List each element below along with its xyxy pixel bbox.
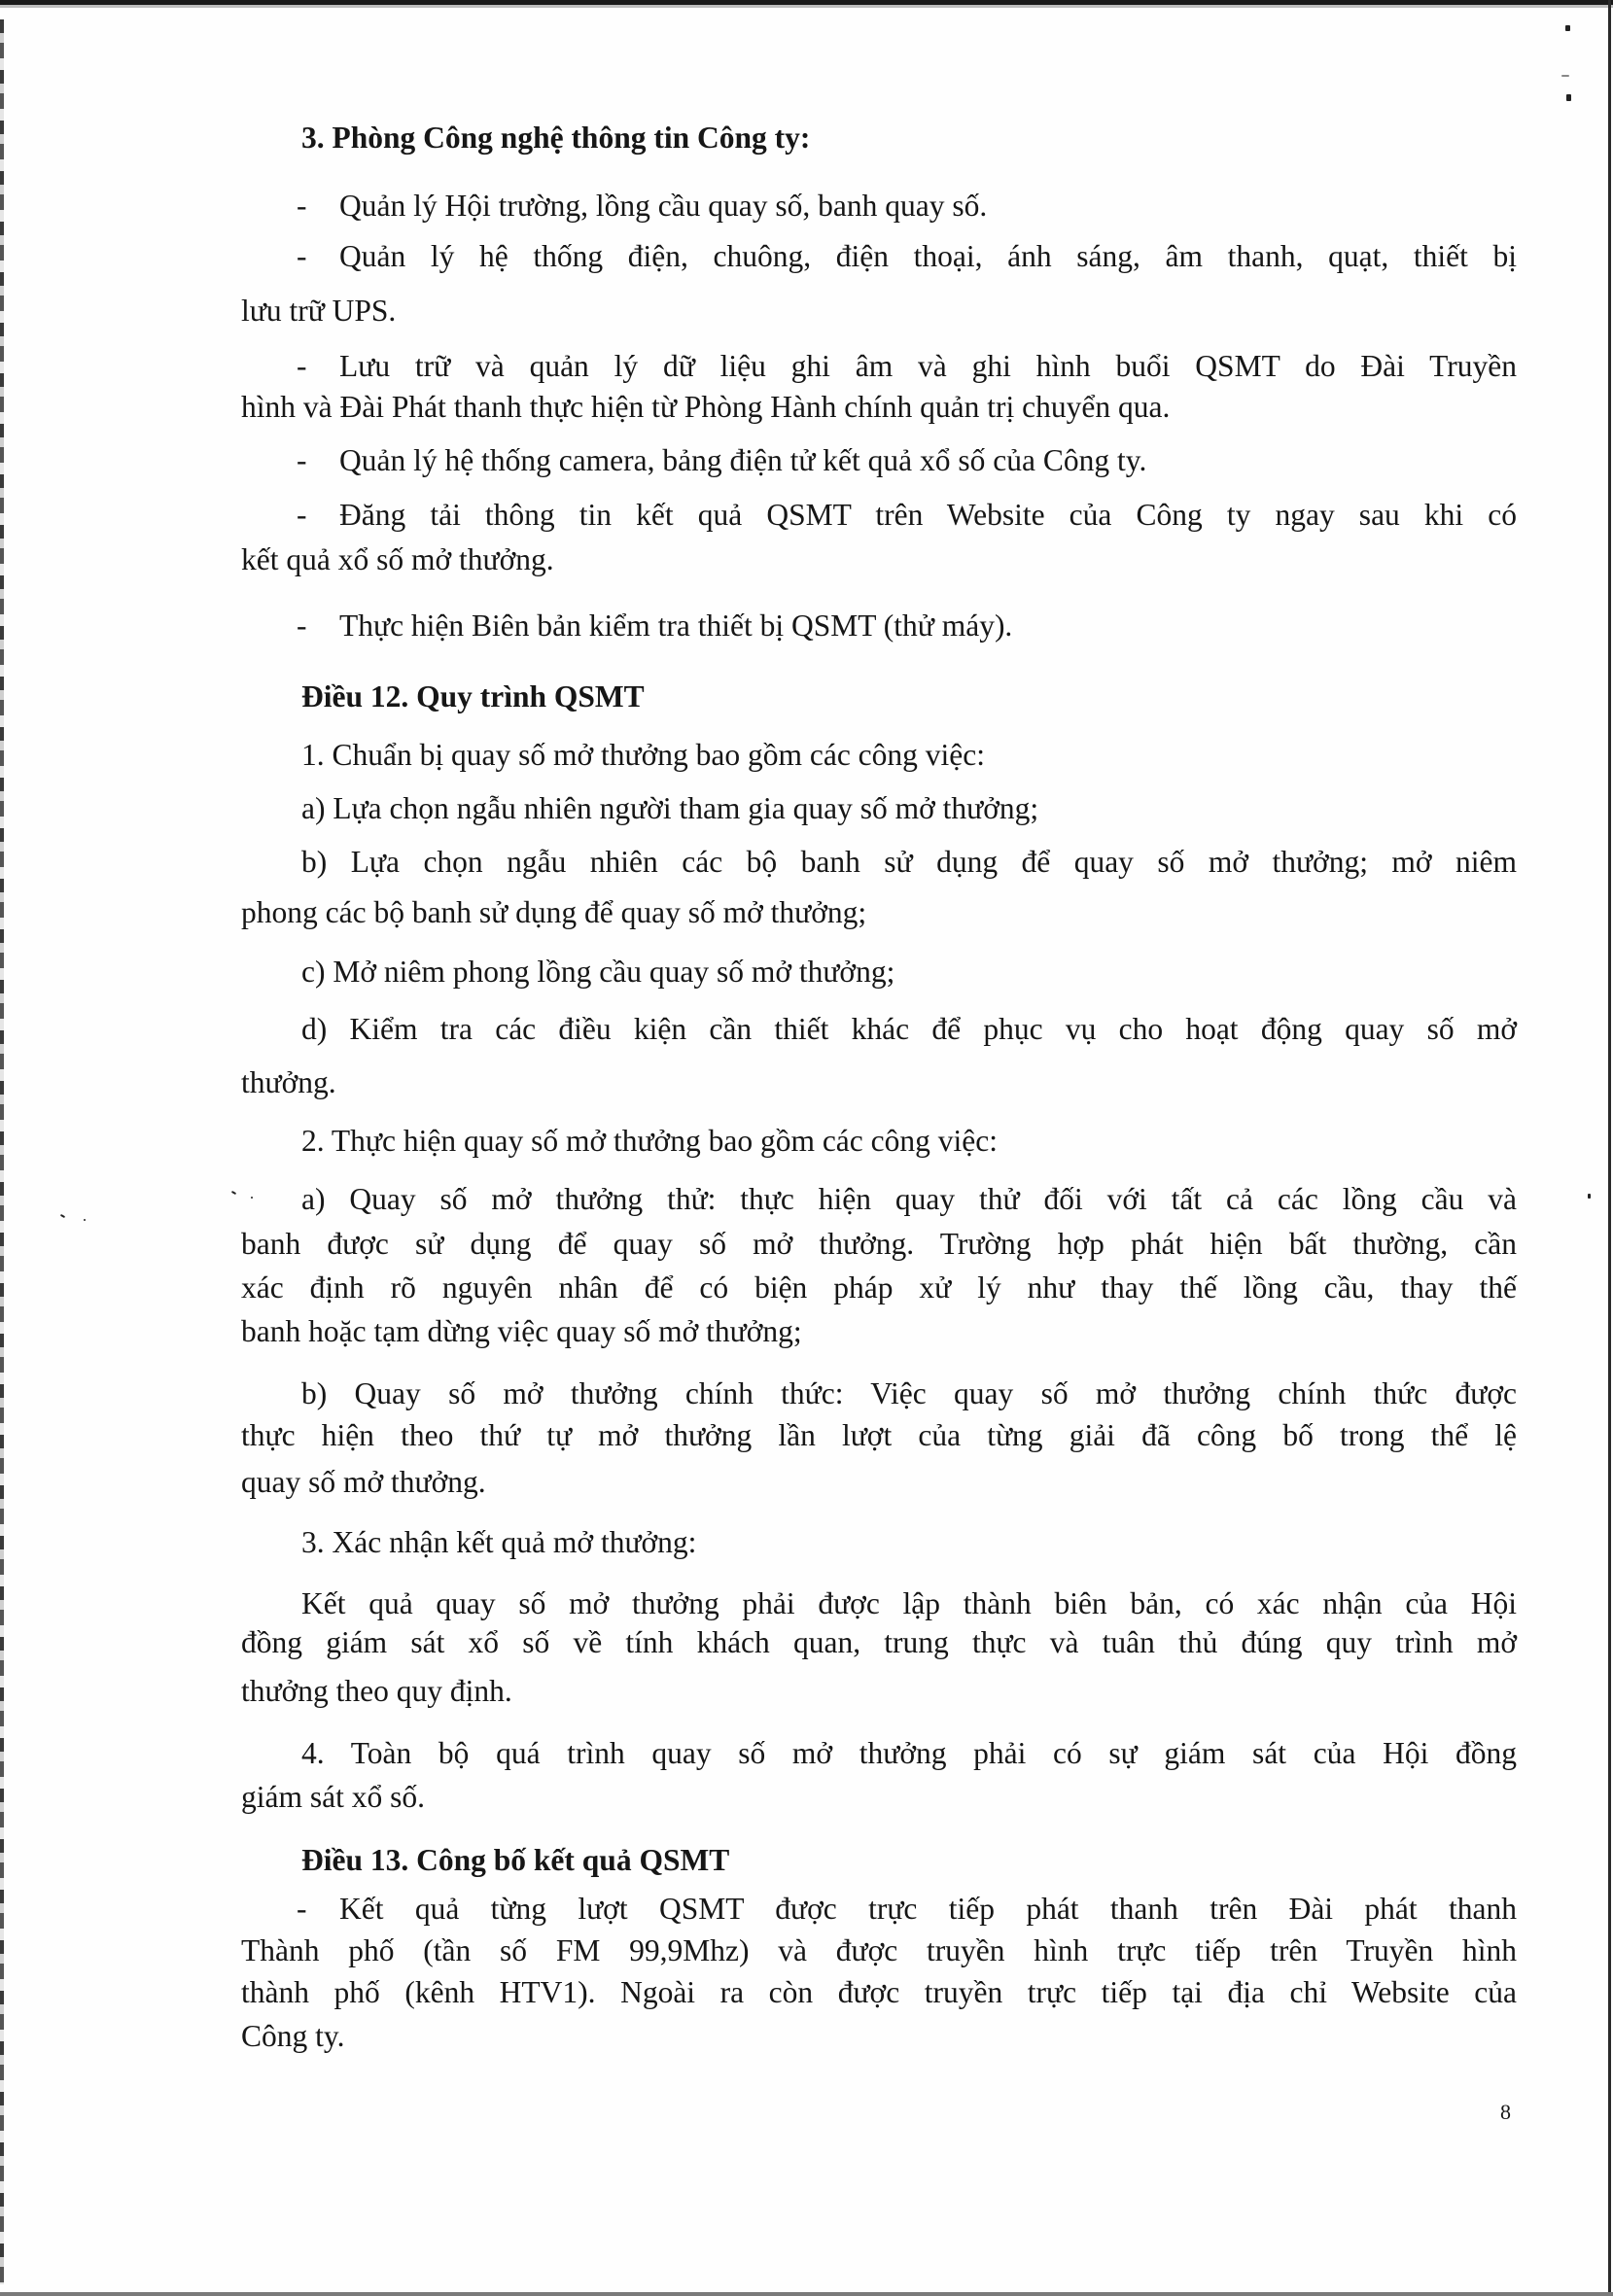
- scan-speck: [1588, 1194, 1591, 1199]
- bullet-text: Thực hiện Biên bản kiểm tra thiết bị QSMT (thử máy).: [339, 609, 1013, 643]
- bullet-item: [297, 607, 1517, 645]
- bullet-dash: -: [297, 609, 307, 643]
- bullet-dash: -: [297, 1892, 307, 1926]
- bullet-dash: -: [297, 239, 307, 273]
- scan-edge-bottom: [0, 2292, 1613, 2296]
- paragraph: c) Mở niêm phong lồng cầu quay số mở thưởng;: [301, 955, 895, 989]
- scan-speck: [60, 1214, 65, 1218]
- paragraph-continuation: đồng giám sát xổ số về tính khách quan, trung thực và tuân thủ đúng quy trình mở: [241, 1625, 1517, 1659]
- bullet-text: Quản lý Hội trường, lồng cầu quay số, banh quay số.: [339, 189, 988, 223]
- paragraph-continuation: thực hiện theo thứ tự mở thưởng lần lượt của từng giải đã công bố trong thể lệ: [241, 1418, 1517, 1452]
- scan-edge-right: [1608, 0, 1611, 2296]
- article-heading-13: Điều 13. Công bố kết quả QSMT: [301, 1843, 730, 1877]
- bullet-item: [297, 237, 1517, 276]
- paragraph: b) Quay số mở thưởng chính thức: Việc quay số mở thưởng chính thức được: [301, 1376, 1517, 1410]
- bullet-item: [297, 187, 1517, 226]
- paragraph: a) Quay số mở thưởng thử: thực hiện quay thử đối với tất cả các lồng cầu và: [301, 1182, 1517, 1216]
- bullet-continuation: Công ty.: [241, 2019, 345, 2053]
- bullet-item: [297, 441, 1517, 480]
- scan-edge-top-shadow: [0, 5, 1613, 8]
- paragraph-continuation: phong các bộ banh sử dụng để quay số mở thưởng;: [241, 895, 867, 929]
- paragraph-continuation: banh được sử dụng để quay số mở thưởng. Trường hợp phát hiện bất thường, cần: [241, 1227, 1517, 1261]
- bullet-item: [297, 496, 1517, 535]
- paragraph: a) Lựa chọn ngẫu nhiên người tham gia quay số mở thưởng;: [301, 791, 1039, 825]
- bullet-dash: -: [297, 443, 307, 477]
- paragraph: 3. Xác nhận kết quả mở thưởng:: [301, 1525, 697, 1559]
- bullet-text: Lưu trữ và quản lý dữ liệu ghi âm và ghi hình buổi QSMT do Đài Truyền: [339, 349, 1517, 383]
- paragraph-continuation: banh hoặc tạm dừng việc quay số mở thưởng;: [241, 1314, 802, 1348]
- paragraph: b) Lựa chọn ngẫu nhiên các bộ banh sử dụng để quay số mở thưởng; mở niêm: [301, 845, 1517, 879]
- page-number: 8: [1500, 2100, 1511, 2124]
- bullet-text: Kết quả từng lượt QSMT được trực tiếp phát thanh trên Đài phát thanh: [339, 1892, 1517, 1926]
- paragraph-continuation: quay số mở thưởng.: [241, 1465, 486, 1499]
- paragraph-continuation: thưởng.: [241, 1065, 336, 1099]
- scan-speck: [1561, 75, 1569, 77]
- bullet-text: Đăng tải thông tin kết quả QSMT trên Website của Công ty ngay sau khi có: [339, 498, 1517, 532]
- paragraph: 1. Chuẩn bị quay số mở thưởng bao gồm các công việc:: [301, 738, 985, 772]
- paragraph: Kết quả quay số mở thưởng phải được lập thành biên bản, có xác nhận của Hội: [301, 1586, 1517, 1620]
- paragraph-continuation: thưởng theo quy định.: [241, 1674, 512, 1708]
- scan-speck: [251, 1197, 253, 1199]
- paragraph-continuation: xác định rõ nguyên nhân để có biện pháp xử lý như thay thế lồng cầu, thay thế: [241, 1270, 1517, 1305]
- paragraph: d) Kiểm tra các điều kiện cần thiết khác để phục vụ cho hoạt động quay số mở: [301, 1012, 1517, 1046]
- section-heading-it-department: 3. Phòng Công nghệ thông tin Công ty:: [301, 121, 811, 155]
- paragraph-continuation: giám sát xổ số.: [241, 1780, 425, 1814]
- bullet-continuation: hình và Đài Phát thanh thực hiện từ Phòng Hành chính quản trị chuyển qua.: [241, 390, 1171, 424]
- paragraph: 4. Toàn bộ quá trình quay số mở thưởng phải có sự giám sát của Hội đồng: [301, 1736, 1517, 1770]
- scan-speck: [231, 1191, 236, 1195]
- bullet-dash: -: [297, 498, 307, 532]
- article-heading-12: Điều 12. Quy trình QSMT: [301, 679, 645, 713]
- bullet-item: [297, 347, 1517, 386]
- bullet-dash: -: [297, 189, 307, 223]
- bullet-item: [297, 1890, 1517, 1929]
- paragraph: 2. Thực hiện quay số mở thưởng bao gồm các công việc:: [301, 1124, 998, 1158]
- scan-speck: [1566, 94, 1571, 101]
- bullet-continuation: kết quả xổ số mở thưởng.: [241, 542, 554, 576]
- bullet-dash: -: [297, 349, 307, 383]
- bullet-text: Quản lý hệ thống điện, chuông, điện thoại, ánh sáng, âm thanh, quạt, thiết bị: [339, 239, 1517, 273]
- scan-speck: [84, 1219, 86, 1221]
- scan-speck: [1565, 25, 1570, 31]
- bullet-continuation: lưu trữ UPS.: [241, 294, 397, 328]
- bullet-text: Quản lý hệ thống camera, bảng điện tử kết quả xổ số của Công ty.: [339, 443, 1147, 477]
- bullet-continuation: Thành phố (tần số FM 99,9Mhz) và được truyền hình trực tiếp trên Truyền hình: [241, 1933, 1517, 1967]
- scan-edge-left: [0, 19, 4, 2284]
- bullet-continuation: thành phố (kênh HTV1). Ngoài ra còn được truyền trực tiếp tại địa chỉ Website của: [241, 1975, 1517, 2009]
